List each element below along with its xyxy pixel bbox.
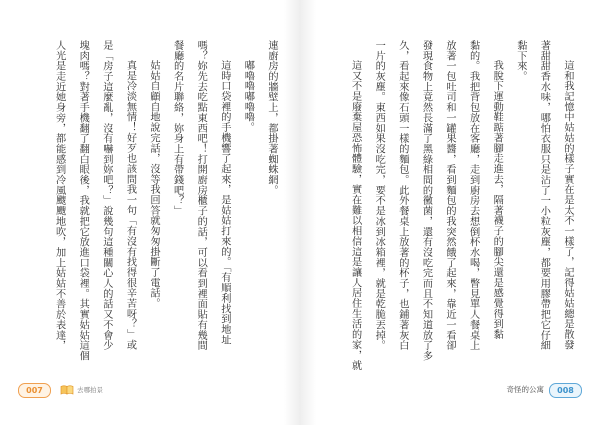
text-column: 放著一包吐司和一罐果醬，看到麵包的我突然餓了起來，靠近一看卻 [444,40,456,351]
text-column: 著甜甜香水味，哪怕衣服只是沾了一小粒灰塵，都要用膠帶把它仔細 [538,40,550,351]
running-title-left: 去哪拍景 [77,386,103,394]
text-column: 黏的。我把背包放在客廳，走到廚房去想倒杯水喝，瞥見單人餐桌上 [467,40,479,351]
text-column: 嗎？妳先去吃點東西吧！打開廚房櫃子的話，可以看到裡面貼有幾間 [195,40,207,351]
text-column: 發現食物上竟然長滿了黑綠相間的黴菌，還有沒吃完而且不知道放了多 [420,40,432,361]
running-title-right: 奇怪的公寓 [506,385,544,394]
page-number-left: 007 [18,383,51,398]
text-column: 人光是走近她身旁，都能感到冷風颼颼地吹，加上姑姑不善於表達， [53,40,65,351]
text-column: 久，看起來像石頭一樣的麵包。此外餐桌上放著的杯子，也鋪著灰白 [396,40,408,351]
text-column: 這時口袋裡的手機響了起來，是姑姑打來的。「有順利找到地址 [218,60,230,346]
text-column: 塊肉嗎？對著手機翻了翻白眼後，我就把它放進口袋裡。其實姑姑這個 [77,40,89,361]
right-page-text [343,40,579,371]
right-page [300,0,600,425]
text-column: 是「房子這麼亂，沒有嚇到妳吧？」說幾句這種關心人的話又不會少 [100,40,112,351]
text-column: 我脫下運動鞋踮著腳走進去，隔著襪子的腳尖還是感覺得到黏 [491,60,503,340]
text-column: 嘟嚕嚕嘟嚕嚕。 [242,60,254,133]
text-column: 這和我記憶中姑姑的樣子實在是太不一樣了，記得姑姑總是散發 [562,60,573,351]
text-column: 一片的灰塵。東西如果沒吃完，要不是冰到冰箱裡，就是乾脆丟掉。 [373,40,385,351]
left-page-text [47,40,283,366]
text-column: 姑姑自顧自地說完話，沒等我回答就匆匆掛斷了電話。 [148,60,160,309]
book-icon [60,384,74,395]
text-column: 這又不是廢棄屋恐怖體驗，實在難以相信這是讓人居住生活的家，就 [349,60,361,371]
text-column: 真是冷淡無情！好歹也該問我一句「有沒有找得很辛苦呀？」或 [124,60,136,351]
text-column: 黏下來。 [514,40,526,82]
text-column: 連廚房的牆壁上，都掛著蜘蛛網。 [266,40,277,196]
text-column: 餐廳的名片聯絡，妳身上有帶錢吧？」 [171,40,183,216]
page-number-right: 008 [549,383,582,398]
